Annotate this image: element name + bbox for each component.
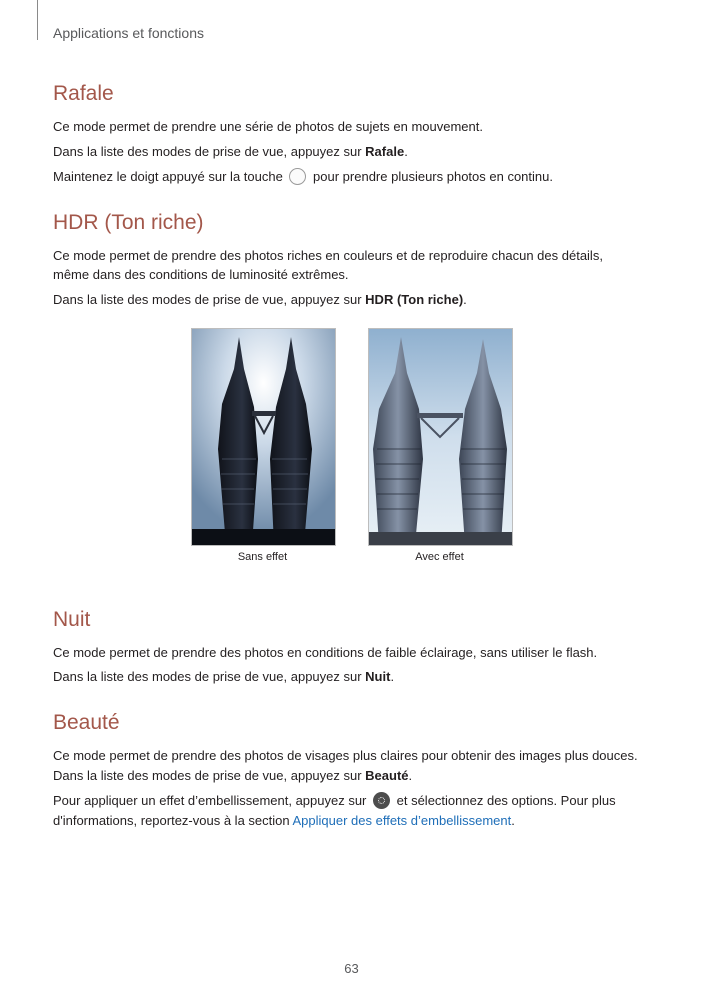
hdr-photo-with-effect: [368, 328, 513, 546]
section-title-hdr: HDR (Ton riche): [53, 211, 204, 234]
nuit-instruction: Dans la liste des modes de prise de vue, appuyez sur Nuit.: [53, 669, 395, 684]
hdr-mode-name: HDR (Ton riche): [365, 292, 464, 307]
page-corner-mark: [37, 0, 38, 40]
rafale-shutter-instruction: Maintenez le doigt appuyé sur la touche pour prendre plusieurs photos en continu.: [53, 169, 553, 184]
nuit-description: Ce mode permet de prendre des photos en conditions de faible éclairage, sans utiliser le flash.: [53, 645, 598, 660]
rafale-instruction: Dans la liste des modes de prise de vue, appuyez sur Rafale.: [53, 144, 408, 159]
nuit-mode-name: Nuit: [365, 669, 391, 684]
hdr-description-line1: Ce mode permet de prendre des photos riches en couleurs et de reproduire chacun des détails,: [53, 248, 603, 263]
beaute-effect-instruction: Pour appliquer un effet d’embellissement, appuyez sur et sélectionnez des options. Pour plus: [53, 793, 616, 808]
rafale-mode-name: Rafale: [365, 144, 405, 159]
beaute-reference: d'informations, reportez-vous à la section Appliquer des effets d’embellissement.: [53, 813, 515, 828]
section-title-beaute: Beauté: [53, 711, 120, 734]
beaute-instruction: Dans la liste des modes de prise de vue, appuyez sur Beauté.: [53, 768, 413, 783]
caption-without-effect: Sans effet: [237, 551, 288, 563]
page-header: Applications et fonctions: [53, 25, 204, 41]
section-title-nuit: Nuit: [53, 608, 91, 631]
rafale-description: Ce mode permet de prendre une série de photos de sujets en mouvement.: [53, 119, 483, 134]
beauty-effect-icon: [373, 792, 390, 809]
hdr-instruction: Dans la liste des modes de prise de vue, appuyez sur HDR (Ton riche).: [53, 292, 467, 307]
caption-with-effect: Avec effet: [415, 551, 464, 563]
section-title-rafale: Rafale: [53, 82, 114, 105]
beauty-effects-link[interactable]: Appliquer des effets d’embellissement: [292, 813, 512, 828]
hdr-description-line2: même dans des conditions de luminosité extrêmes.: [53, 267, 349, 282]
beaute-description: Ce mode permet de prendre des photos de visages plus claires pour obtenir des images plus douces.: [53, 748, 638, 763]
beaute-mode-name: Beauté: [365, 768, 409, 783]
page-number: 63: [344, 961, 359, 976]
shutter-button-icon: [289, 168, 306, 185]
hdr-photo-without-effect: [191, 328, 336, 546]
